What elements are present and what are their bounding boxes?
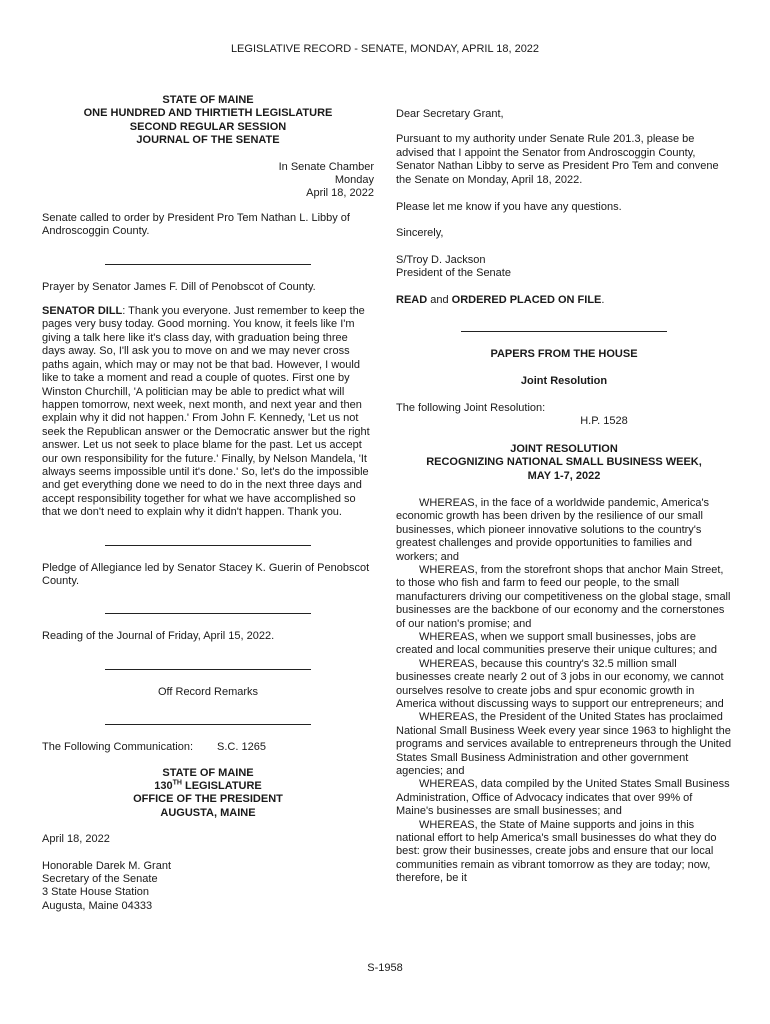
- heading-line: STATE OF MAINE: [162, 94, 254, 106]
- title-line: RECOGNIZING NATIONAL SMALL BUSINESS WEEK,: [426, 456, 702, 469]
- following-text: The following Joint Resolution:: [396, 401, 546, 414]
- journal-reading: Reading of the Journal of Friday, April 15, 2022.: [42, 630, 275, 643]
- divider: [461, 331, 667, 332]
- title-line: MAY 1-7, 2022: [527, 469, 601, 482]
- speech-text: : Thank you everyone. Just remember to keep the pages very busy today. Good morning. You know, it feels like I'm giving a talk here like it's class day, with graduation being three days away. So, I'll ask you to move on and we may never cross paths again, which may or may not be that bad. However, I would like to take a moment and read a couple of quotes. First one by Winston Churchill, 'A politician may be able to predict what will happen tomorrow, next week, next month, and next year and then explain why it did not happen.' From John F. Kennedy, 'Let us not seek the Republican answer or the Democratic answer but the right answer. Let us not seek to place blame for the past. Let us accept our own responsibility for the future.' Finally, by Nelson Mandela, 'It always seems impossible until it's done.' So, let's do the impossible and get everything done we need to do in the next three days and accept responsibility together for what we have accomplished so that we don't need to explain why it didn't happen. Thank you.: [42, 305, 370, 519]
- heading-line: ONE HUNDRED AND THIRTIETH LEGISLATURE: [83, 107, 333, 120]
- ordinal-rest: LEGISLATURE: [181, 780, 262, 792]
- read-and: and: [427, 293, 452, 306]
- office-line: [42, 780, 374, 793]
- office-line: AUGUSTA, MAINE: [160, 806, 256, 819]
- ordinal-number: 130: [154, 780, 173, 792]
- speaker-name: SENATOR DILL: [42, 305, 123, 318]
- joint-heading: Joint Resolution: [520, 375, 608, 388]
- right-column: [396, 108, 732, 886]
- pledge-text: Pledge of Allegiance led by Senator Stacey K. Guerin of Penobscot County.: [42, 561, 370, 587]
- letter-closing: Sincerely,: [396, 227, 444, 240]
- place-line: In Senate Chamber: [278, 160, 374, 173]
- letter-body: Pursuant to my authority under Senate Rule 201.3, please be advised that I appoint the Senator from Androscoggin County, Senator Nathan Libby to serve as President Pro Tem and convene the Senate on Monday, April 18, 2022.: [396, 133, 719, 186]
- papers-heading: PAPERS FROM THE HOUSE: [490, 348, 638, 361]
- hp-number: H.P. 1528: [580, 415, 628, 428]
- letter-questions: Please let me know if you have any questions.: [396, 201, 622, 214]
- signature-block: [396, 254, 732, 281]
- whereas-clause: WHEREAS, in the face of a worldwide pandemic, America's economic growth has been driven by the resilience of our small businesses, which pioneer innovative solutions to the country's greatest challenges and provide opportunities to families and workers; and: [396, 496, 710, 563]
- communication-line: [42, 741, 374, 754]
- whereas-clause: WHEREAS, the State of Maine supports and joins in this national effort to help America's small businesses do what they do best: grow their businesses, create jobs and ensure that our local communities remain as vibrant tomorrow as they are today; now, therefore, be it: [396, 818, 717, 885]
- signature-line: S/Troy D. Jackson: [396, 253, 486, 266]
- divider: [105, 545, 311, 546]
- whereas-clause: WHEREAS, when we support small businesses, jobs are created and local communities preserve their unique cultures; and: [396, 630, 718, 657]
- page-header: LEGISLATIVE RECORD - SENATE, MONDAY, APRIL 18, 2022: [230, 43, 540, 55]
- communication-label: The Following Communication:: [42, 741, 194, 754]
- off-record-remarks: Off Record Remarks: [157, 685, 259, 698]
- whereas-clause: WHEREAS, because this country's 32.5 million small businesses create nearly 2 out of 3 jobs in our economy, we cannot ourselves resolve to create jobs and spur economic growth in America without discussing ways to support our entrepreneurs; and: [396, 657, 724, 710]
- address-line: Secretary of the Senate: [42, 873, 158, 886]
- address-line: Honorable Darek M. Grant: [42, 859, 171, 872]
- session-place: [42, 161, 374, 201]
- address-line: 3 State House Station: [42, 886, 150, 899]
- signature-line: President of the Senate: [396, 267, 511, 280]
- salutation: Dear Secretary Grant,: [396, 108, 504, 120]
- journal-heading: [42, 94, 374, 148]
- recipient-address: [42, 860, 374, 914]
- title-line: JOINT RESOLUTION: [510, 442, 618, 455]
- resolution-title: [396, 443, 732, 483]
- place-line: Monday: [334, 174, 374, 187]
- divider: [105, 264, 311, 265]
- divider: [105, 613, 311, 614]
- whereas-clause: WHEREAS, data compiled by the United States Small Business Administration, Office of Advocacy indicates that over 99% of Maine's businesses are small businesses; and: [396, 778, 730, 818]
- divider: [105, 669, 311, 670]
- whereas-clause: WHEREAS, from the storefront shops that anchor Main Street, to those who fish and farm to feed our people, to the small manufacturers driving our competitiveness on the global stage, small businesses are the backbone of our economy and the cornerstones of our nation's promise; and: [396, 563, 731, 630]
- whereas-clauses: [396, 497, 732, 886]
- heading-line: JOURNAL OF THE SENATE: [136, 134, 280, 147]
- called-to-order: Senate called to order by President Pro Tem Nathan L. Libby of Androscoggin County.: [42, 211, 350, 238]
- communication-number: S.C. 1265: [217, 741, 266, 754]
- place-line: April 18, 2022: [306, 187, 374, 200]
- letter-date: April 18, 2022: [42, 833, 110, 846]
- divider: [105, 724, 311, 725]
- read-and-ordered: [396, 294, 732, 307]
- left-column: [42, 94, 374, 913]
- prayer-text: Prayer by Senator James F. Dill of Penobscot of County.: [42, 280, 316, 293]
- read-label: READ: [396, 293, 428, 306]
- office-heading: [42, 767, 374, 821]
- page-number: S-1958: [367, 962, 403, 974]
- ordered-label: ORDERED PLACED ON FILE: [451, 293, 602, 306]
- read-period: .: [601, 293, 605, 306]
- office-line: STATE OF MAINE: [162, 766, 254, 779]
- dill-remarks: [42, 305, 374, 520]
- heading-line: SECOND REGULAR SESSION: [129, 120, 287, 133]
- ordinal-suffix: TH: [172, 779, 182, 787]
- office-line: OFFICE OF THE PRESIDENT: [133, 793, 283, 806]
- whereas-clause: WHEREAS, the President of the United States has proclaimed National Small Business Week every year since 1963 to highlight the programs and services available to entrepreneurs through the United States Small Business Administration and other government agencies; and: [396, 711, 732, 778]
- address-line: Augusta, Maine 04333: [42, 899, 153, 912]
